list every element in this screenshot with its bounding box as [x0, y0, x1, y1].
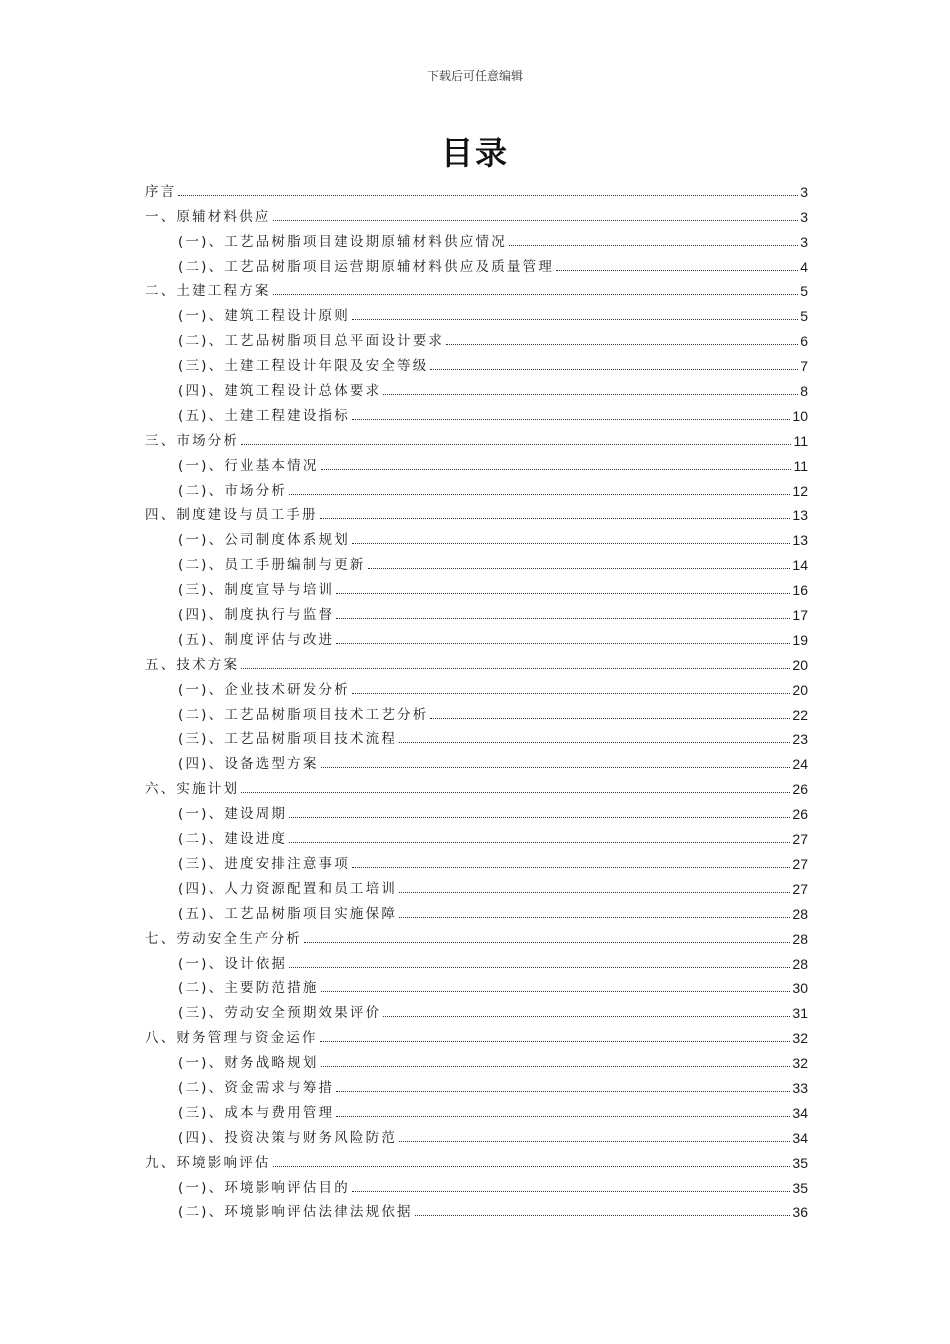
- toc-entry-label: (三)、工艺品树脂项目技术流程: [178, 731, 398, 748]
- toc-entry-page-number: 13: [792, 507, 808, 524]
- toc-entry-label: (四)、人力资源配置和员工培训: [178, 880, 398, 897]
- toc-entry[interactable]: [145, 873, 808, 898]
- dot-leader: [336, 642, 790, 644]
- toc-entry-label: 三、市场分析: [145, 432, 240, 449]
- toc-entry-page-number: 11: [793, 457, 808, 474]
- toc-entry[interactable]: [145, 923, 808, 948]
- toc-entry[interactable]: [145, 773, 808, 798]
- toc-entry[interactable]: [145, 276, 808, 301]
- toc-entry-page-number: 6: [800, 333, 808, 350]
- toc-entry-label: 二、土建工程方案: [145, 283, 271, 300]
- toc-entry-label: (一)、建筑工程设计原则: [178, 308, 350, 325]
- toc-entry-page-number: 4: [800, 258, 808, 275]
- dot-leader: [273, 1165, 791, 1167]
- toc-entry[interactable]: [145, 300, 808, 325]
- dot-leader: [399, 916, 790, 918]
- toc-entry-label: (三)、劳动安全预期效果评价: [178, 1005, 382, 1022]
- dot-leader: [304, 941, 790, 943]
- toc-entry-label: (三)、进度安排注意事项: [178, 855, 350, 872]
- toc-entry-page-number: 5: [800, 283, 808, 300]
- toc-entry-label: (二)、工艺品树脂项目运营期原辅材料供应及质量管理: [178, 258, 555, 275]
- toc-entry-page-number: 28: [792, 955, 808, 972]
- toc-entry[interactable]: [145, 500, 808, 525]
- dot-leader: [352, 418, 790, 420]
- dot-leader: [556, 269, 798, 271]
- toc-entry[interactable]: [145, 1197, 808, 1222]
- toc-entry-page-number: 17: [792, 607, 808, 624]
- dot-leader: [321, 990, 791, 992]
- toc-entry-page-number: 27: [792, 855, 808, 872]
- toc-entry-page-number: 36: [792, 1204, 808, 1221]
- toc-entry-page-number: 28: [792, 905, 808, 922]
- toc-entry[interactable]: [145, 997, 808, 1022]
- toc-entry-label: 九、环境影响评估: [145, 1154, 271, 1171]
- toc-entry-label: (一)、环境影响评估目的: [178, 1179, 350, 1196]
- dot-leader: [289, 966, 790, 968]
- toc-entry[interactable]: [145, 549, 808, 574]
- toc-entry-label: (三)、土建工程设计年限及安全等级: [178, 358, 429, 375]
- toc-entry-page-number: 31: [792, 1005, 808, 1022]
- toc-entry-page-number: 27: [792, 831, 808, 848]
- toc-entry-label: (二)、环境影响评估法律法规依据: [178, 1204, 413, 1221]
- dot-leader: [509, 244, 798, 246]
- toc-entry-page-number: 3: [800, 208, 808, 225]
- toc-entry[interactable]: [145, 798, 808, 823]
- dot-leader: [352, 542, 790, 544]
- toc-entry[interactable]: [145, 226, 808, 251]
- dot-leader: [321, 766, 791, 768]
- dot-leader: [273, 293, 799, 295]
- toc-entry[interactable]: [145, 1072, 808, 1097]
- toc-entry-page-number: 7: [800, 358, 808, 375]
- toc-entry[interactable]: [145, 674, 808, 699]
- toc-entry-page-number: 33: [792, 1079, 808, 1096]
- toc-entry[interactable]: [145, 450, 808, 475]
- toc-entry[interactable]: [145, 350, 808, 375]
- toc-entry-label: (一)、行业基本情况: [178, 457, 319, 474]
- toc-entry[interactable]: [145, 375, 808, 400]
- dot-leader: [336, 1115, 790, 1117]
- toc-entry-page-number: 24: [792, 756, 808, 773]
- toc-entry-label: (二)、建设进度: [178, 831, 288, 848]
- toc-entry-page-number: 16: [792, 582, 808, 599]
- toc-entry-page-number: 23: [792, 731, 808, 748]
- toc-entry-page-number: 26: [792, 806, 808, 823]
- dot-leader: [399, 1140, 790, 1142]
- dot-leader: [321, 468, 792, 470]
- toc-entry-page-number: 34: [792, 1104, 808, 1121]
- dot-leader: [320, 517, 791, 519]
- toc-entry[interactable]: [145, 748, 808, 773]
- dot-leader: [430, 717, 790, 719]
- toc-entry-page-number: 28: [792, 930, 808, 947]
- toc-entry-label: 七、劳动安全生产分析: [145, 930, 302, 947]
- toc-entry-label: (一)、建设周期: [178, 806, 288, 823]
- dot-leader: [430, 368, 798, 370]
- table-of-contents: [145, 176, 808, 1221]
- toc-entry[interactable]: [145, 475, 808, 500]
- toc-entry-page-number: 13: [792, 532, 808, 549]
- header-note: 下载后可任意编辑: [426, 69, 523, 83]
- toc-entry-page-number: 20: [792, 681, 808, 698]
- toc-entry-label: (四)、建筑工程设计总体要求: [178, 383, 382, 400]
- toc-entry-page-number: 3: [800, 233, 808, 250]
- toc-entry[interactable]: [145, 1022, 808, 1047]
- dot-leader: [241, 443, 791, 445]
- toc-entry-page-number: 34: [792, 1129, 808, 1146]
- toc-entry[interactable]: [145, 624, 808, 649]
- toc-entry-page-number: 35: [792, 1179, 808, 1196]
- toc-entry-label: 六、实施计划: [145, 781, 240, 798]
- toc-entry-label: (四)、投资决策与财务风险防范: [178, 1129, 398, 1146]
- toc-entry[interactable]: [145, 599, 808, 624]
- dot-leader: [383, 1015, 790, 1017]
- toc-entry-label: (二)、员工手册编制与更新: [178, 557, 366, 574]
- toc-entry-label: (二)、市场分析: [178, 482, 288, 499]
- dot-leader: [336, 1090, 790, 1092]
- dot-leader: [241, 791, 790, 793]
- toc-entry-page-number: 3: [800, 183, 808, 200]
- dot-leader: [352, 692, 790, 694]
- toc-entry-label: (五)、工艺品树脂项目实施保障: [178, 905, 398, 922]
- toc-entry-label: (二)、主要防范措施: [178, 980, 319, 997]
- toc-entry-page-number: 14: [792, 557, 808, 574]
- toc-entry[interactable]: [145, 1122, 808, 1147]
- toc-entry[interactable]: [145, 948, 808, 973]
- toc-entry-label: (五)、土建工程建设指标: [178, 407, 350, 424]
- toc-entry[interactable]: [145, 400, 808, 425]
- dot-leader: [399, 741, 790, 743]
- toc-entry-label: (一)、财务战略规划: [178, 1055, 319, 1072]
- toc-entry-page-number: 32: [792, 1030, 808, 1047]
- toc-entry[interactable]: [145, 1147, 808, 1172]
- dot-leader: [336, 617, 790, 619]
- dot-leader: [352, 1190, 790, 1192]
- toc-entry-page-number: 30: [792, 980, 808, 997]
- toc-entry-page-number: 19: [792, 631, 808, 648]
- toc-entry-label: (一)、设计依据: [178, 955, 288, 972]
- toc-entry-label: (一)、公司制度体系规划: [178, 532, 350, 549]
- toc-entry-label: (一)、工艺品树脂项目建设期原辅材料供应情况: [178, 233, 507, 250]
- toc-entry[interactable]: [145, 176, 808, 201]
- dot-leader: [178, 194, 798, 196]
- toc-entry-page-number: 5: [800, 308, 808, 325]
- toc-entry[interactable]: [145, 724, 808, 749]
- toc-entry[interactable]: [145, 425, 808, 450]
- toc-entry-label: (四)、设备选型方案: [178, 756, 319, 773]
- toc-entry[interactable]: [145, 1047, 808, 1072]
- toc-entry[interactable]: [145, 848, 808, 873]
- dot-leader: [383, 393, 798, 395]
- toc-entry-page-number: 35: [792, 1154, 808, 1171]
- toc-entry[interactable]: [145, 574, 808, 599]
- toc-entry-label: (二)、资金需求与筹措: [178, 1079, 335, 1096]
- dot-leader: [289, 493, 790, 495]
- toc-entry-page-number: 8: [800, 383, 808, 400]
- toc-entry[interactable]: [145, 201, 808, 226]
- dot-leader: [446, 343, 798, 345]
- toc-entry-label: (一)、企业技术研发分析: [178, 681, 350, 698]
- toc-entry[interactable]: [145, 251, 808, 276]
- dot-leader: [289, 816, 790, 818]
- toc-entry-page-number: 26: [792, 781, 808, 798]
- dot-leader: [352, 318, 798, 320]
- toc-entry[interactable]: [145, 823, 808, 848]
- dot-leader: [368, 567, 791, 569]
- dot-leader: [273, 219, 799, 221]
- toc-entry[interactable]: [145, 524, 808, 549]
- toc-entry-page-number: 32: [792, 1055, 808, 1072]
- toc-entry[interactable]: [145, 973, 808, 998]
- toc-entry-page-number: 20: [792, 656, 808, 673]
- toc-entry-label: 序言: [145, 183, 177, 200]
- toc-entry-label: (四)、制度执行与监督: [178, 607, 335, 624]
- page-title: 目录: [440, 134, 509, 172]
- toc-entry[interactable]: [145, 649, 808, 674]
- dot-leader: [415, 1214, 791, 1216]
- toc-entry-page-number: 10: [792, 407, 808, 424]
- toc-entry-page-number: 27: [792, 880, 808, 897]
- dot-leader: [399, 891, 790, 893]
- toc-entry-label: 四、制度建设与员工手册: [145, 507, 318, 524]
- dot-leader: [352, 866, 790, 868]
- toc-entry-page-number: 12: [792, 482, 808, 499]
- toc-entry-page-number: 22: [792, 706, 808, 723]
- toc-entry-label: (五)、制度评估与改进: [178, 631, 335, 648]
- toc-entry[interactable]: [145, 1172, 808, 1197]
- dot-leader: [289, 841, 790, 843]
- toc-entry-label: (二)、工艺品树脂项目总平面设计要求: [178, 333, 445, 350]
- toc-entry[interactable]: [145, 898, 808, 923]
- dot-leader: [336, 592, 790, 594]
- toc-entry[interactable]: [145, 1097, 808, 1122]
- dot-leader: [321, 1065, 791, 1067]
- dot-leader: [241, 667, 790, 669]
- toc-entry-label: 八、财务管理与资金运作: [145, 1030, 318, 1047]
- toc-entry[interactable]: [145, 699, 808, 724]
- toc-entry-label: 一、原辅材料供应: [145, 208, 271, 225]
- toc-entry[interactable]: [145, 325, 808, 350]
- toc-entry-label: 五、技术方案: [145, 656, 240, 673]
- toc-entry-label: (三)、制度宣导与培训: [178, 582, 335, 599]
- toc-entry-page-number: 11: [793, 432, 808, 449]
- toc-entry-label: (二)、工艺品树脂项目技术工艺分析: [178, 706, 429, 723]
- dot-leader: [320, 1040, 791, 1042]
- toc-entry-label: (三)、成本与费用管理: [178, 1104, 335, 1121]
